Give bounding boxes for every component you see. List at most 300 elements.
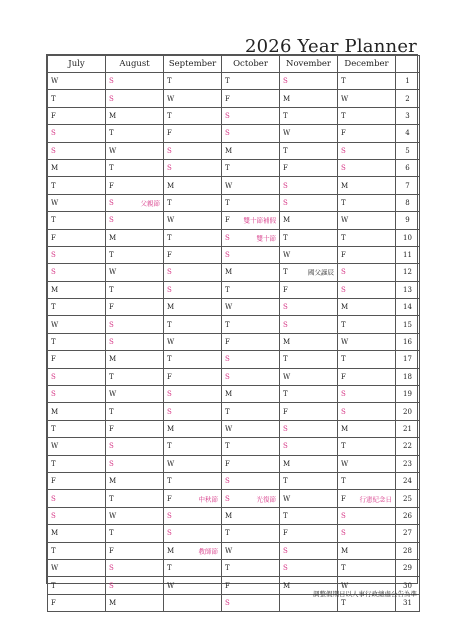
day-number: 24: [396, 472, 420, 489]
day-cell: [280, 90, 338, 107]
day-cell: [338, 142, 396, 159]
day-number: 13: [396, 281, 420, 298]
weekday-letter: T: [283, 146, 288, 155]
day-number: 26: [396, 507, 420, 524]
day-row: [48, 333, 420, 350]
weekday-letter: T: [341, 442, 346, 451]
day-cell: [106, 194, 164, 211]
weekday-letter: T: [341, 477, 346, 486]
day-cell: [48, 559, 106, 576]
weekday-letter: W: [283, 251, 291, 260]
day-cell: [222, 281, 280, 298]
weekday-letter: S: [283, 181, 288, 190]
day-row: [48, 229, 420, 246]
day-cell: [222, 177, 280, 194]
day-cell: [338, 107, 396, 124]
day-number: 27: [396, 525, 420, 542]
day-number: 11: [396, 246, 420, 263]
weekday-letter: W: [341, 216, 349, 225]
day-row: [48, 264, 420, 281]
day-number: 15: [396, 316, 420, 333]
weekday-letter: W: [341, 94, 349, 103]
day-cell: [280, 212, 338, 229]
day-cell: [280, 542, 338, 559]
day-cell: [280, 159, 338, 176]
day-cell: [48, 490, 106, 507]
weekday-letter: S: [225, 251, 230, 260]
day-cell: [338, 455, 396, 472]
weekday-letter: T: [283, 477, 288, 486]
day-cell: [280, 351, 338, 368]
day-cell: [48, 159, 106, 176]
day-number: 7: [396, 177, 420, 194]
day-cell: [48, 107, 106, 124]
weekday-letter: T: [225, 529, 230, 538]
day-cell: [338, 542, 396, 559]
weekday-letter: S: [109, 94, 114, 103]
weekday-letter: F: [225, 581, 230, 590]
weekday-letter: T: [51, 459, 56, 468]
weekday-letter: S: [51, 372, 56, 381]
weekday-letter: W: [225, 181, 233, 190]
day-cell: [48, 351, 106, 368]
day-cell: [222, 246, 280, 263]
weekday-letter: M: [341, 303, 349, 312]
weekday-letter: M: [167, 425, 175, 433]
weekday-letter: S: [167, 164, 172, 173]
weekday-letter: M: [51, 164, 59, 173]
weekday-letter: S: [341, 390, 346, 399]
weekday-letter: W: [51, 320, 59, 329]
day-row: [48, 438, 420, 455]
weekday-letter: T: [341, 233, 346, 242]
day-cell: [164, 438, 222, 455]
weekday-letter: F: [109, 181, 114, 190]
day-cell: [222, 333, 280, 350]
holiday-label: 行憲紀念日: [359, 495, 392, 504]
day-cell: [338, 177, 396, 194]
day-cell: [164, 194, 222, 211]
month-header: November: [280, 56, 338, 73]
weekday-letter: W: [51, 442, 59, 451]
day-cell: [48, 577, 106, 594]
weekday-letter: M: [167, 181, 175, 190]
weekday-letter: T: [51, 425, 56, 433]
weekday-letter: T: [225, 564, 230, 573]
day-cell: [106, 316, 164, 333]
weekday-letter: T: [167, 233, 172, 242]
day-cell: [280, 559, 338, 576]
day-cell: [222, 490, 280, 507]
weekday-letter: S: [283, 320, 288, 329]
planner-body: [48, 73, 420, 612]
day-cell: [106, 246, 164, 263]
day-cell: [222, 90, 280, 107]
weekday-letter: W: [51, 198, 59, 207]
day-cell: [222, 507, 280, 524]
day-cell: [164, 142, 222, 159]
weekday-letter: S: [51, 390, 56, 399]
weekday-letter: T: [109, 251, 114, 260]
weekday-letter: T: [341, 111, 346, 120]
weekday-letter: S: [225, 477, 230, 486]
day-cell: [106, 281, 164, 298]
weekday-letter: W: [283, 129, 291, 138]
day-cell: [106, 351, 164, 368]
weekday-letter: T: [51, 338, 56, 347]
weekday-letter: T: [341, 355, 346, 364]
day-cell: [280, 246, 338, 263]
holiday-label: 雙十節補假: [243, 216, 276, 225]
day-cell: [222, 368, 280, 385]
month-header-row: [48, 56, 420, 73]
weekday-letter: W: [225, 425, 233, 433]
day-row: [48, 472, 420, 489]
weekday-letter: M: [225, 146, 233, 155]
weekday-letter: M: [283, 216, 291, 225]
day-number: 1: [396, 73, 420, 90]
day-cell: [222, 455, 280, 472]
day-number: 6: [396, 159, 420, 176]
day-cell: [222, 142, 280, 159]
day-cell: [106, 490, 164, 507]
day-number: 20: [396, 403, 420, 420]
weekday-letter: S: [167, 285, 172, 294]
day-cell: [280, 472, 338, 489]
day-row: [48, 403, 420, 420]
day-number: 9: [396, 212, 420, 229]
day-cell: [164, 507, 222, 524]
weekday-letter: W: [167, 459, 175, 468]
day-cell: [164, 525, 222, 542]
weekday-letter: T: [109, 529, 114, 538]
day-cell: [106, 368, 164, 385]
weekday-letter: T: [167, 477, 172, 486]
day-cell: [164, 455, 222, 472]
day-cell: [48, 472, 106, 489]
day-cell: [106, 159, 164, 176]
weekday-letter: M: [51, 407, 59, 416]
day-cell: [106, 403, 164, 420]
weekday-letter: S: [225, 494, 230, 503]
weekday-letter: S: [225, 233, 230, 242]
weekday-letter: S: [283, 77, 288, 86]
day-cell: [338, 246, 396, 263]
day-cell: [222, 420, 280, 437]
weekday-letter: S: [167, 529, 172, 538]
day-cell: [106, 333, 164, 350]
holiday-label: 中秋節: [198, 495, 218, 504]
day-number: 23: [396, 455, 420, 472]
weekday-letter: S: [109, 459, 114, 468]
day-cell: [164, 403, 222, 420]
day-cell: [164, 368, 222, 385]
day-row: [48, 212, 420, 229]
day-row: [48, 281, 420, 298]
holiday-label: 父親節: [140, 199, 160, 208]
day-cell: [164, 159, 222, 176]
day-cell: [222, 316, 280, 333]
day-cell: [280, 194, 338, 211]
day-row: [48, 420, 420, 437]
day-cell: [48, 246, 106, 263]
day-cell: [164, 212, 222, 229]
day-cell: [338, 472, 396, 489]
day-cell: [338, 333, 396, 350]
day-cell: [222, 542, 280, 559]
day-cell: [48, 594, 106, 611]
day-cell: [164, 594, 222, 611]
day-row: [48, 246, 420, 263]
day-cell: [280, 490, 338, 507]
day-cell: [338, 194, 396, 211]
weekday-letter: S: [283, 546, 288, 555]
day-cell: [48, 142, 106, 159]
day-cell: [164, 420, 222, 437]
weekday-letter: S: [341, 268, 346, 277]
day-row: [48, 316, 420, 333]
page-title: 2026 Year Planner: [244, 36, 417, 57]
day-cell: [280, 125, 338, 142]
day-number: 18: [396, 368, 420, 385]
day-cell: [164, 490, 222, 507]
weekday-letter: F: [225, 94, 230, 103]
weekday-letter: F: [341, 251, 346, 260]
weekday-letter: M: [283, 338, 291, 347]
day-cell: [48, 73, 106, 90]
day-row: [48, 177, 420, 194]
weekday-letter: F: [167, 251, 172, 260]
day-number: 17: [396, 351, 420, 368]
day-cell: [106, 73, 164, 90]
day-cell: [164, 177, 222, 194]
day-cell: [338, 159, 396, 176]
day-cell: [280, 333, 338, 350]
holiday-label: 教師節: [198, 547, 218, 556]
weekday-letter: M: [109, 477, 117, 486]
weekday-letter: F: [167, 129, 172, 138]
day-cell: [280, 420, 338, 437]
day-cell: [106, 455, 164, 472]
weekday-letter: T: [109, 285, 114, 294]
day-number: 25: [396, 490, 420, 507]
day-number: 31: [396, 594, 420, 611]
weekday-letter: W: [109, 268, 117, 277]
day-cell: [164, 351, 222, 368]
weekday-letter: F: [341, 372, 346, 381]
weekday-letter: T: [341, 320, 346, 329]
weekday-letter: F: [225, 459, 230, 468]
day-cell: [106, 264, 164, 281]
day-cell: [280, 142, 338, 159]
weekday-letter: T: [51, 581, 56, 590]
day-row: [48, 525, 420, 542]
day-cell: [222, 194, 280, 211]
weekday-letter: T: [51, 181, 56, 190]
weekday-letter: S: [51, 146, 56, 155]
weekday-letter: T: [51, 216, 56, 225]
weekday-letter: S: [225, 372, 230, 381]
day-cell: [48, 316, 106, 333]
day-number: 28: [396, 542, 420, 559]
weekday-letter: S: [167, 146, 172, 155]
weekday-letter: T: [167, 355, 172, 364]
weekday-letter: S: [109, 338, 114, 347]
weekday-letter: S: [167, 407, 172, 416]
weekday-letter: M: [341, 181, 349, 190]
weekday-letter: T: [341, 198, 346, 207]
day-cell: [338, 490, 396, 507]
holiday-label: 國父誕辰: [308, 268, 334, 277]
day-cell: [48, 420, 106, 437]
day-cell: [106, 177, 164, 194]
weekday-letter: F: [51, 598, 56, 607]
day-row: [48, 507, 420, 524]
weekday-letter: T: [109, 129, 114, 138]
day-cell: [48, 438, 106, 455]
footnote: 調整假期日以人事行政總處公告為準: [313, 590, 417, 598]
holiday-label: 光復節: [256, 495, 276, 504]
weekday-letter: T: [167, 442, 172, 451]
day-cell: [280, 316, 338, 333]
holiday-label: 雙十節: [256, 234, 276, 243]
day-cell: [106, 90, 164, 107]
day-cell: [48, 403, 106, 420]
day-row: [48, 142, 420, 159]
weekday-letter: W: [167, 216, 175, 225]
day-number: 4: [396, 125, 420, 142]
day-cell: [48, 299, 106, 316]
weekday-letter: F: [51, 111, 56, 120]
weekday-letter: W: [51, 564, 59, 573]
day-cell: [164, 264, 222, 281]
weekday-letter: F: [341, 129, 346, 138]
day-cell: [48, 368, 106, 385]
day-cell: [164, 73, 222, 90]
day-cell: [48, 90, 106, 107]
day-cell: [164, 125, 222, 142]
weekday-letter: M: [109, 355, 117, 364]
planner-table: [47, 55, 420, 612]
weekday-letter: S: [225, 111, 230, 120]
day-cell: [48, 455, 106, 472]
day-cell: [280, 525, 338, 542]
weekday-letter: T: [167, 198, 172, 207]
day-cell: [338, 386, 396, 403]
weekday-letter: M: [341, 546, 349, 555]
month-header: August: [106, 56, 164, 73]
weekday-letter: S: [109, 564, 114, 573]
day-cell: [48, 542, 106, 559]
weekday-letter: T: [167, 111, 172, 120]
day-number: 30: [396, 577, 420, 594]
day-cell: [338, 420, 396, 437]
day-number: 21: [396, 420, 420, 437]
weekday-letter: W: [109, 511, 117, 520]
day-cell: [338, 281, 396, 298]
day-number: 12: [396, 264, 420, 281]
day-cell: [106, 542, 164, 559]
day-cell: [222, 594, 280, 611]
weekday-letter: F: [225, 338, 230, 347]
day-cell: [338, 368, 396, 385]
day-cell: [164, 316, 222, 333]
day-cell: [106, 125, 164, 142]
day-cell: [48, 229, 106, 246]
weekday-letter: T: [283, 233, 288, 242]
weekday-letter: S: [109, 198, 114, 207]
day-cell: [106, 559, 164, 576]
day-cell: [222, 386, 280, 403]
day-row: [48, 299, 420, 316]
day-cell: [222, 559, 280, 576]
day-cell: [164, 299, 222, 316]
weekday-letter: W: [51, 77, 59, 86]
weekday-letter: M: [225, 511, 233, 520]
weekday-letter: T: [109, 407, 114, 416]
day-cell: [164, 542, 222, 559]
day-cell: [222, 264, 280, 281]
day-row: [48, 107, 420, 124]
weekday-letter: M: [109, 233, 117, 242]
day-cell: [48, 281, 106, 298]
weekday-letter: S: [341, 285, 346, 294]
weekday-letter: T: [283, 390, 288, 399]
day-cell: [222, 299, 280, 316]
weekday-letter: T: [167, 564, 172, 573]
day-row: [48, 73, 420, 90]
weekday-letter: M: [109, 111, 117, 120]
day-cell: [338, 438, 396, 455]
day-number: 16: [396, 333, 420, 350]
weekday-letter: T: [225, 164, 230, 173]
day-cell: [106, 386, 164, 403]
weekday-letter: T: [51, 94, 56, 103]
day-number: 10: [396, 229, 420, 246]
weekday-letter: M: [167, 546, 175, 555]
day-cell: [280, 177, 338, 194]
day-cell: [222, 229, 280, 246]
weekday-letter: T: [283, 111, 288, 120]
weekday-letter: S: [341, 407, 346, 416]
weekday-letter: S: [109, 77, 114, 86]
day-cell: [106, 299, 164, 316]
weekday-letter: F: [51, 477, 56, 486]
weekday-letter: T: [225, 285, 230, 294]
day-cell: [222, 212, 280, 229]
weekday-letter: F: [109, 303, 114, 312]
weekday-letter: F: [283, 285, 288, 294]
weekday-letter: W: [341, 459, 349, 468]
month-header: September: [164, 56, 222, 73]
weekday-letter: W: [109, 390, 117, 399]
day-cell: [48, 125, 106, 142]
weekday-letter: S: [167, 390, 172, 399]
weekday-letter: M: [283, 581, 291, 590]
day-cell: [280, 264, 338, 281]
weekday-letter: W: [225, 303, 233, 312]
day-cell: [222, 403, 280, 420]
month-header: December: [338, 56, 396, 73]
day-cell: [106, 507, 164, 524]
day-cell: [222, 107, 280, 124]
day-cell: [280, 73, 338, 90]
day-cell: [106, 472, 164, 489]
day-cell: [338, 525, 396, 542]
weekday-letter: S: [341, 146, 346, 155]
day-cell: [280, 107, 338, 124]
day-cell: [48, 177, 106, 194]
